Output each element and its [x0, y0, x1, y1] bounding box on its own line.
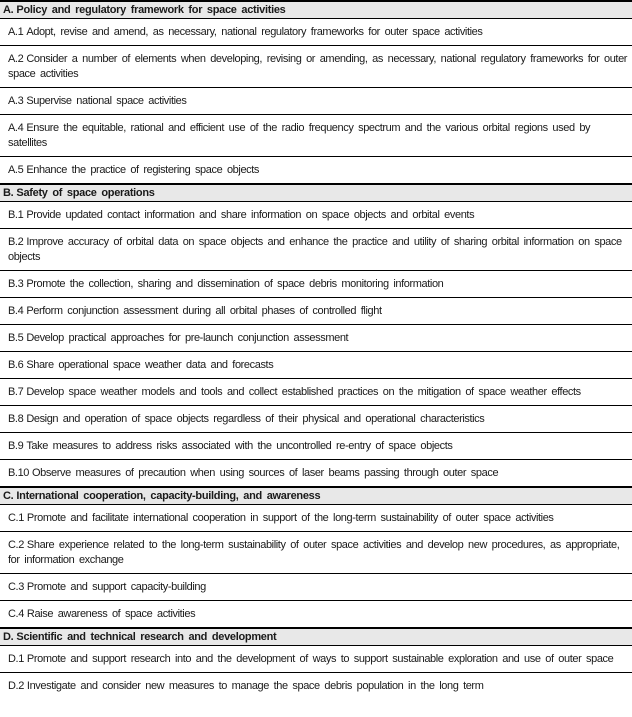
guideline-id: A.2 — [8, 53, 24, 65]
section-header-c — [0, 486, 632, 505]
guideline-text: Develop practical approaches for pre-launch conjunction assessment — [26, 332, 349, 344]
guideline-text: Provide updated contact information and share information on space objects and orbital events — [26, 209, 475, 221]
section-header-b — [0, 183, 632, 202]
section-id: A. — [3, 4, 14, 16]
guideline-text: Perform conjunction assessment during all orbital phases of controlled flight — [26, 305, 382, 317]
guideline-id: C.4 — [8, 608, 24, 620]
guideline-text: Consider a number of elements when developing, revising or amending, as necessary, national regulatory frameworks for outer space activities — [8, 53, 628, 80]
guideline-id: D.1 — [8, 653, 24, 665]
section-title: International cooperation, capacity-building, and awareness — [16, 490, 321, 502]
guideline-row-b5 — [0, 324, 632, 351]
guideline-row-c2 — [0, 531, 632, 573]
guideline-text: Develop space weather models and tools and collect established practices on the mitigation of space weather effects — [26, 386, 581, 398]
section-id: C. — [3, 490, 14, 502]
guideline-text: Supervise national space activities — [26, 95, 187, 107]
guideline-id: B.8 — [8, 413, 24, 425]
guideline-text: Ensure the equitable, rational and efficient use of the radio frequency spectrum and the various orbital regions used by satellites — [8, 122, 591, 149]
section-header-d — [0, 627, 632, 646]
guideline-text: Promote and support research into and the development of ways to support sustainable exploration and use of outer space — [26, 653, 614, 665]
guideline-id: B.5 — [8, 332, 24, 344]
guideline-id: B.7 — [8, 386, 24, 398]
guideline-id: B.10 — [8, 467, 30, 479]
section-title: Safety of space operations — [16, 187, 155, 199]
guideline-row-a4 — [0, 114, 632, 156]
guideline-id: C.1 — [8, 512, 24, 524]
guideline-text: Promote and support capacity-building — [26, 581, 206, 593]
guideline-text: Adopt, revise and amend, as necessary, national regulatory frameworks for outer space activities — [26, 26, 483, 38]
guideline-row-b3 — [0, 270, 632, 297]
guideline-id: B.3 — [8, 278, 24, 290]
guideline-id: A.1 — [8, 26, 24, 38]
guideline-id: B.9 — [8, 440, 24, 452]
guideline-id: C.2 — [8, 539, 24, 551]
guideline-row-b9 — [0, 432, 632, 459]
guideline-row-c4 — [0, 600, 632, 627]
section-title: Scientific and technical research and development — [16, 631, 277, 643]
guideline-row-c1 — [0, 505, 632, 531]
section-id: B. — [3, 187, 14, 199]
guideline-id: B.4 — [8, 305, 24, 317]
section-id: D. — [3, 631, 14, 643]
guideline-row-a1 — [0, 19, 632, 45]
guideline-row-b8 — [0, 405, 632, 432]
guideline-text: Enhance the practice of registering space objects — [26, 164, 260, 176]
guideline-row-b4 — [0, 297, 632, 324]
section-header-a — [0, 0, 632, 19]
guideline-text: Design and operation of space objects regardless of their physical and operational characteristics — [26, 413, 485, 425]
guideline-text: Investigate and consider new measures to manage the space debris population in the long term — [26, 680, 484, 692]
guideline-row-b10 — [0, 459, 632, 486]
guideline-id: A.4 — [8, 122, 24, 134]
guideline-text: Share operational space weather data and forecasts — [26, 359, 274, 371]
guideline-text: Promote the collection, sharing and dissemination of space debris monitoring information — [26, 278, 444, 290]
guideline-text: Take measures to address risks associated with the uncontrolled re-entry of space objects — [26, 440, 453, 452]
guideline-row-b2 — [0, 228, 632, 270]
guideline-row-b1 — [0, 202, 632, 228]
guideline-row-d2 — [0, 672, 632, 699]
guideline-row-b7 — [0, 378, 632, 405]
guideline-id: B.1 — [8, 209, 24, 221]
guideline-id: D.2 — [8, 680, 24, 692]
guideline-text: Raise awareness of space activities — [26, 608, 196, 620]
guideline-id: A.3 — [8, 95, 24, 107]
guideline-id: C.3 — [8, 581, 24, 593]
guideline-row-b6 — [0, 351, 632, 378]
guideline-row-a3 — [0, 87, 632, 114]
guideline-id: B.6 — [8, 359, 24, 371]
guideline-row-c3 — [0, 573, 632, 600]
guideline-text: Share experience related to the long-term sustainability of outer space activities and develop new procedures, as appropriate, for information exchange — [8, 539, 620, 566]
guideline-text: Observe measures of precaution when using sources of laser beams passing through outer space — [32, 467, 499, 479]
guideline-text: Promote and facilitate international cooperation in support of the long-term sustainability of outer space activities — [26, 512, 554, 524]
guideline-text: Improve accuracy of orbital data on space objects and enhance the practice and utility of sharing orbital information on space objects — [8, 236, 622, 263]
guideline-row-a2 — [0, 45, 632, 87]
guideline-row-a5 — [0, 156, 632, 183]
guideline-id: A.5 — [8, 164, 24, 176]
guideline-id: B.2 — [8, 236, 24, 248]
section-title: Policy and regulatory framework for space activities — [16, 4, 286, 16]
guideline-row-d1 — [0, 646, 632, 672]
